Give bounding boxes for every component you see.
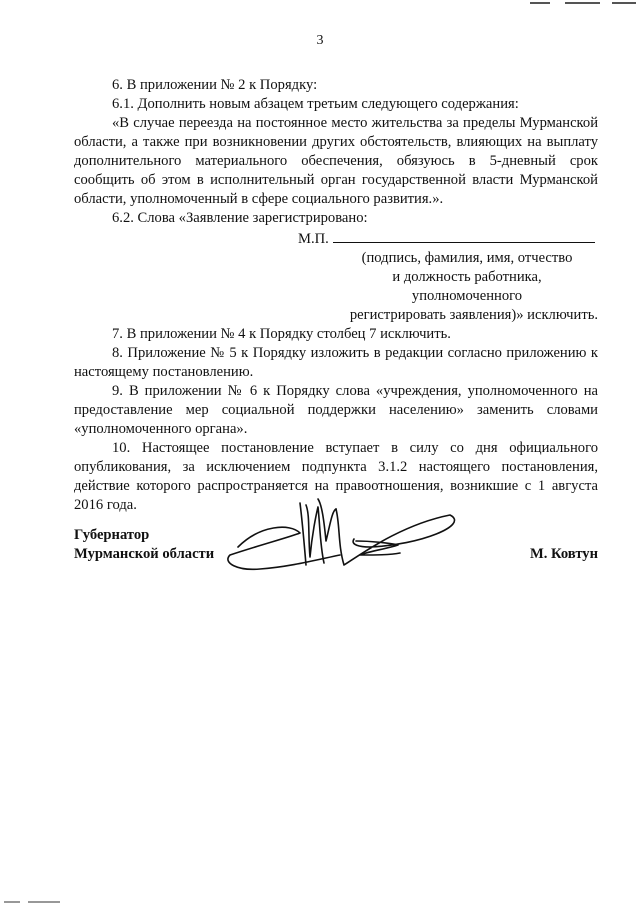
signatory-title-line-1: Губернатор bbox=[74, 527, 150, 543]
scan-edge-mark-bottom bbox=[0, 899, 90, 905]
seal-line bbox=[74, 228, 598, 249]
signatory-title-line-2: Мурманской области bbox=[74, 546, 215, 562]
paragraph-6-1: 6.1. Дополнить новым абзацем третьим следующего содержания: bbox=[112, 96, 519, 112]
document-body bbox=[74, 76, 598, 515]
signature-underline bbox=[333, 228, 595, 243]
caption-line-2: и должность работника, bbox=[392, 269, 542, 285]
caption-line-3: уполномоченного bbox=[411, 288, 523, 304]
caption-line-4: регистрировать заявления)» исключить. bbox=[349, 307, 598, 323]
paragraph-8: 8. Приложение № 5 к Порядку изложить в редакции согласно приложению к настоящему постановлению. bbox=[74, 345, 598, 380]
paragraph-6: 6. В приложении № 2 к Порядку: bbox=[112, 77, 318, 93]
paragraph-7: 7. В приложении № 4 к Порядку столбец 7 исключить. bbox=[112, 326, 451, 342]
signatory-title bbox=[74, 526, 214, 564]
seal-label: М.П. bbox=[298, 231, 329, 247]
caption-line-1: (подпись, фамилия, имя, отчество bbox=[361, 250, 573, 266]
paragraph-6-2: 6.2. Слова «Заявление зарегистрировано: bbox=[112, 210, 368, 226]
page-number: 3 bbox=[316, 33, 324, 48]
paragraph-10: 10. Настоящее постановление вступает в силу со дня официального опубликования, за исключением подпункта 3.1.2 настоящего постановления, действие которого распространяется на правоотношения, возникшие с 1 августа 2016 года. bbox=[74, 440, 598, 513]
scan-edge-mark bbox=[520, 0, 640, 6]
signature-block bbox=[74, 526, 598, 566]
paragraph-6-1-quote: «В случае переезда на постоянное место жительства за пределы Мурманской области, а также при возникновении других обстоятельств, влияющих на выплату дополнительного материального обеспечения, обязуюсь в 5-дневный срок сообщить об этом в исполнительный орган государственной власти Мурманской области, уполномоченный в сфере социального развития.». bbox=[74, 115, 598, 207]
signatory-name: М. Ковтун bbox=[529, 546, 598, 562]
paragraph-9: 9. В приложении № 6 к Порядку слова «учреждения, уполномоченного на предоставление мер социальной поддержки населению» заменить словами «уполномоченного органа». bbox=[74, 383, 598, 437]
